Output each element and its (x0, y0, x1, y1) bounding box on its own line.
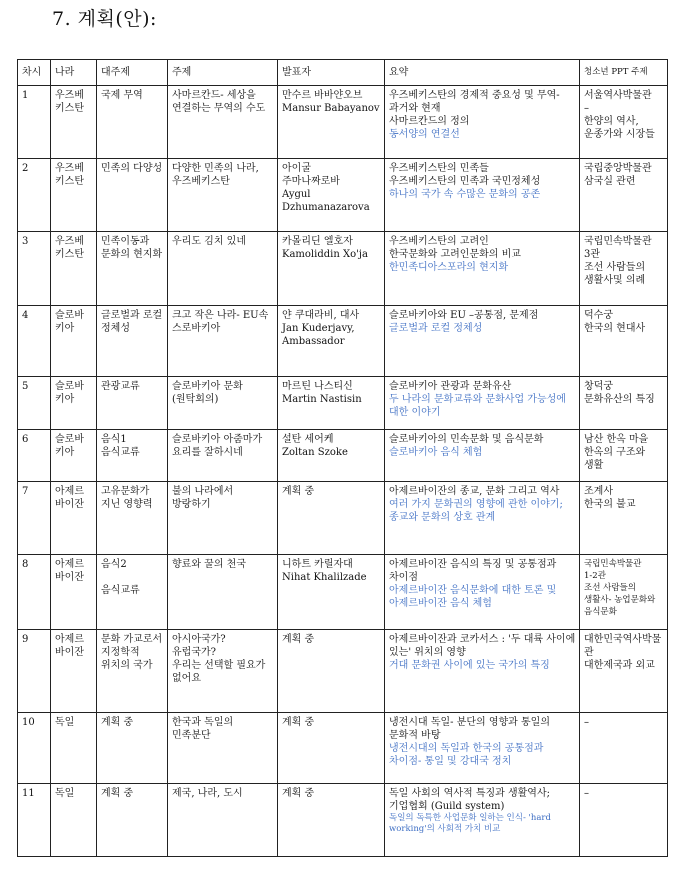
cell-main-theme: 민족의 다양성 (97, 159, 168, 232)
cell-topic: 불의 나라에서 방랑하기 (168, 482, 278, 555)
presenter-status: 계획 중 (282, 788, 315, 799)
presenter-name-ko: 만수르 바바얀오브 (282, 90, 363, 101)
ppt-line: 남산 한옥 마을 (584, 434, 649, 445)
cell-country: 아제르바이잔 (51, 630, 97, 713)
cell-summary (385, 232, 580, 306)
presenter-name-ko: 마르틴 나스티신 (282, 381, 353, 392)
cell-topic: 크고 작은 나라- EU속 스로바키아 (168, 306, 278, 377)
cell-summary (385, 159, 580, 232)
cell-topic (168, 630, 278, 713)
col-header-summary: 요약 (385, 60, 580, 86)
cell-main-theme: 계획 중 (97, 713, 168, 784)
cell-ppt-topic (580, 713, 668, 784)
summary-line: 냉전시대 독일- 분단의 영향과 통일의 문화적 바탕 (389, 717, 550, 741)
cell-summary (385, 784, 580, 857)
cell-presenter (278, 630, 385, 713)
ppt-line: 한국의 현대사 (584, 323, 646, 334)
ppt-line: – (584, 103, 589, 114)
presenter-name-en: Martin Nastisin (282, 394, 362, 405)
summary-highlight: 한민족디아스포라의 현지화 (389, 262, 509, 273)
cell-ppt-topic (580, 630, 668, 713)
summary-line: 아제르바이잔의 종교, 문화 그리고 역사 (389, 486, 560, 497)
summary-highlight: 아제르바이잔 음식문화에 대한 토론 및 아제르바이잔 음식 체험 (389, 585, 557, 609)
presenter-status: 계획 중 (282, 634, 315, 645)
ppt-line: 창덕궁 (584, 381, 613, 392)
col-header-country: 나라 (51, 60, 97, 86)
cell-main-theme (97, 555, 168, 630)
cell-presenter (278, 159, 385, 232)
table-row (18, 377, 668, 430)
page-title: 7. 계획(안): (52, 8, 157, 30)
ppt-line: 문화유산의 특징 (584, 394, 655, 405)
cell-session: 5 (18, 377, 51, 430)
cell-session: 3 (18, 232, 51, 306)
presenter-name-en: Aygul Dzhumanazarova (282, 189, 370, 213)
ppt-line: 한옥의 구조와 생활 (584, 447, 646, 471)
ppt-line: – (584, 717, 589, 728)
cell-session: 7 (18, 482, 51, 555)
cell-presenter (278, 430, 385, 482)
cell-country: 슬로바키아 (51, 377, 97, 430)
summary-line: 우즈베키스탄의 민족들 (389, 163, 489, 174)
cell-summary (385, 377, 580, 430)
col-header-topic: 주제 (168, 60, 278, 86)
presenter-name-ko: 얀 쿠대라비, 대사 (282, 310, 360, 321)
cell-presenter (278, 86, 385, 159)
cell-topic: 다양한 민족의 나라, 우즈베키스탄 (168, 159, 278, 232)
summary-line: 우즈베키스탄의 경제적 중요성 및 무역- 과거와 현재 (389, 90, 560, 114)
summary-highlight: 슬로바키아 음식 체험 (389, 447, 483, 458)
summary-line: 독일 사회의 역사적 특징과 생활역사; 기업협회 (Guild system) (389, 788, 550, 812)
col-header-presenter: 발표자 (278, 60, 385, 86)
cell-main-theme: 문화 가교로서 지정학적 위치의 국가 (97, 630, 168, 713)
ppt-line: 국립중앙박물관 (584, 163, 652, 174)
header-row (18, 60, 668, 86)
presenter-status: 계획 중 (282, 717, 315, 728)
cell-ppt-topic (580, 232, 668, 306)
cell-ppt-topic (580, 306, 668, 377)
cell-country: 아제르바이잔 (51, 555, 97, 630)
table-row (18, 159, 668, 232)
main-theme-line: 음식2 (101, 559, 127, 570)
summary-line: 사마르칸드의 정의 (389, 116, 470, 127)
ppt-line: 삼국실 관련 (584, 176, 636, 187)
col-header-session: 차시 (18, 60, 51, 86)
ppt-line: 서울역사박물관 (584, 90, 652, 101)
table-row (18, 630, 668, 713)
topic-line: 유럽국가? (172, 647, 217, 658)
summary-line: 아제르바이잔과 코카서스 : '두 대륙 사이에 있는' 위치의 영향 (389, 634, 576, 658)
summary-highlight: 두 나라의 문화교류와 문화사업 가능성에 대한 이야기 (389, 394, 566, 418)
cell-main-theme: 관광교류 (97, 377, 168, 430)
table-row (18, 430, 668, 482)
cell-summary (385, 555, 580, 630)
cell-session: 2 (18, 159, 51, 232)
summary-highlight: 여러 가지 문화권의 영향에 관한 이야기; 종교와 문화의 상호 관계 (389, 499, 563, 523)
presenter-name-ko: 설탄 세어케 (282, 434, 334, 445)
presenter-name-en: Kamoliddin Xo'ja (282, 249, 368, 260)
cell-country: 우즈베키스탄 (51, 159, 97, 232)
presenter-name-ko: 아이굴 (282, 163, 311, 174)
cell-main-theme: 글로벌과 로컬 정체성 (97, 306, 168, 377)
cell-topic: 우리도 김치 있네 (168, 232, 278, 306)
table-row (18, 482, 668, 555)
summary-line: 슬로바키아 관광과 문화유산 (389, 381, 512, 392)
table-row (18, 784, 668, 857)
cell-ppt-topic (580, 430, 668, 482)
cell-session: 11 (18, 784, 51, 857)
cell-session: 10 (18, 713, 51, 784)
ppt-line: 1-2관 (584, 571, 606, 581)
cell-country: 우즈베키스탄 (51, 232, 97, 306)
cell-main-theme: 민족이동과 문화의 현지화 (97, 232, 168, 306)
topic-line: 아시아국가? (172, 634, 226, 645)
table-row (18, 713, 668, 784)
summary-line: 한국문화와 고려인문화의 비교 (389, 249, 521, 260)
presenter-status: 계획 중 (282, 486, 315, 497)
presenter-name-en: Jan Kuderjavy, Ambassador (282, 323, 355, 347)
cell-summary (385, 482, 580, 555)
col-header-main-theme: 대주제 (97, 60, 168, 86)
summary-highlight: 냉전시대의 독일과 한국의 공통점과 차이점- 통일 및 강대국 정치 (389, 743, 544, 767)
cell-main-theme: 음식1 음식교류 (97, 430, 168, 482)
cell-country: 슬로바키아 (51, 430, 97, 482)
cell-presenter (278, 482, 385, 555)
plan-table (17, 59, 668, 857)
ppt-line: 한국의 불교 (584, 499, 636, 510)
ppt-line: 한양의 역사, 운종가와 시장들 (584, 116, 655, 140)
cell-ppt-topic (580, 784, 668, 857)
cell-summary (385, 86, 580, 159)
summary-line: 우즈베키스탄의 고려인 (389, 236, 489, 247)
cell-session: 1 (18, 86, 51, 159)
ppt-line: 조선 사람들의 생활사- 농업문화와 음식문화 (584, 583, 656, 617)
cell-ppt-topic (580, 482, 668, 555)
cell-ppt-topic (580, 555, 668, 630)
cell-presenter (278, 306, 385, 377)
presenter-name-en: Mansur Babayanov (282, 103, 380, 114)
ppt-line: 국립민속박물관 (584, 236, 652, 247)
table-row (18, 232, 668, 306)
cell-presenter (278, 555, 385, 630)
cell-topic: 사마르칸드- 세상을 연결하는 무역의 수도 (168, 86, 278, 159)
presenter-name-ko: 주마나짜로바 (282, 176, 340, 187)
main-theme-line: 음식교류 (101, 585, 140, 596)
cell-summary (385, 430, 580, 482)
summary-line: 슬로바키아와 EU –공통점, 문제점 (389, 310, 539, 321)
table-row (18, 555, 668, 630)
ppt-line: 대한민국역사박물관 (584, 634, 662, 658)
summary-line: 아제르바이잔 음식의 특징 및 공통점과 차이점 (389, 559, 557, 583)
cell-presenter (278, 784, 385, 857)
cell-topic: 향료와 꿀의 천국 (168, 555, 278, 630)
cell-ppt-topic (580, 86, 668, 159)
summary-highlight: 하나의 국가 속 수많은 문화의 공존 (389, 189, 541, 200)
presenter-name-ko: 카몰리딘 엘호자 (282, 236, 353, 247)
cell-country: 독일 (51, 784, 97, 857)
topic-line: 우리는 선택할 필요가 없어요 (172, 660, 266, 684)
cell-ppt-topic (580, 159, 668, 232)
cell-summary (385, 630, 580, 713)
presenter-name-en: Nihat Khalilzade (282, 572, 367, 583)
summary-highlight: 독일의 독특한 사업문화 일하는 인식- 'hard working'의 사회적 가치 비교 (389, 813, 551, 834)
cell-session: 6 (18, 430, 51, 482)
ppt-line: 국립민속박물관 (584, 559, 642, 569)
cell-topic: 슬로바키아 문화 (원탁회의) (168, 377, 278, 430)
cell-presenter (278, 377, 385, 430)
cell-presenter (278, 232, 385, 306)
summary-highlight: 글로벌과 로컬 정체성 (389, 323, 483, 334)
cell-summary (385, 306, 580, 377)
ppt-line: 조선 사람들의 생활사및 의례 (584, 262, 646, 286)
summary-line: 우즈베키스탄의 민족과 국민정체성 (389, 176, 541, 187)
cell-topic: 슬로바키아 아줌마가 요리를 잘하시네 (168, 430, 278, 482)
cell-main-theme: 계획 중 (97, 784, 168, 857)
cell-ppt-topic (580, 377, 668, 430)
ppt-line: 덕수궁 (584, 310, 613, 321)
cell-topic: 한국과 독일의 민족분단 (168, 713, 278, 784)
cell-session: 8 (18, 555, 51, 630)
table-row (18, 86, 668, 159)
presenter-name-en: Zoltan Szoke (282, 447, 348, 458)
cell-country: 우즈베키스탄 (51, 86, 97, 159)
summary-highlight: 동서양의 연결선 (389, 129, 460, 140)
cell-country: 독일 (51, 713, 97, 784)
table-row (18, 306, 668, 377)
cell-summary (385, 713, 580, 784)
cell-main-theme: 고유문화가 지닌 영향력 (97, 482, 168, 555)
col-header-ppt-topic: 청소년 PPT 주제 (580, 60, 668, 86)
cell-topic: 제국, 나라, 도시 (168, 784, 278, 857)
ppt-line: 조계사 (584, 486, 613, 497)
presenter-name-ko: 니하트 카릴자대 (282, 559, 353, 570)
cell-session: 9 (18, 630, 51, 713)
cell-session: 4 (18, 306, 51, 377)
ppt-line: – (584, 788, 589, 799)
ppt-line: 3관 (584, 249, 601, 260)
summary-line: 슬로바키아의 민속문화 및 음식문화 (389, 434, 544, 445)
summary-highlight: 거대 문화권 사이에 있는 국가의 특징 (389, 660, 550, 671)
cell-country: 슬로바키아 (51, 306, 97, 377)
cell-presenter (278, 713, 385, 784)
ppt-line: 대한제국과 외교 (584, 660, 655, 671)
cell-country: 아제르바이잔 (51, 482, 97, 555)
cell-main-theme: 국제 무역 (97, 86, 168, 159)
